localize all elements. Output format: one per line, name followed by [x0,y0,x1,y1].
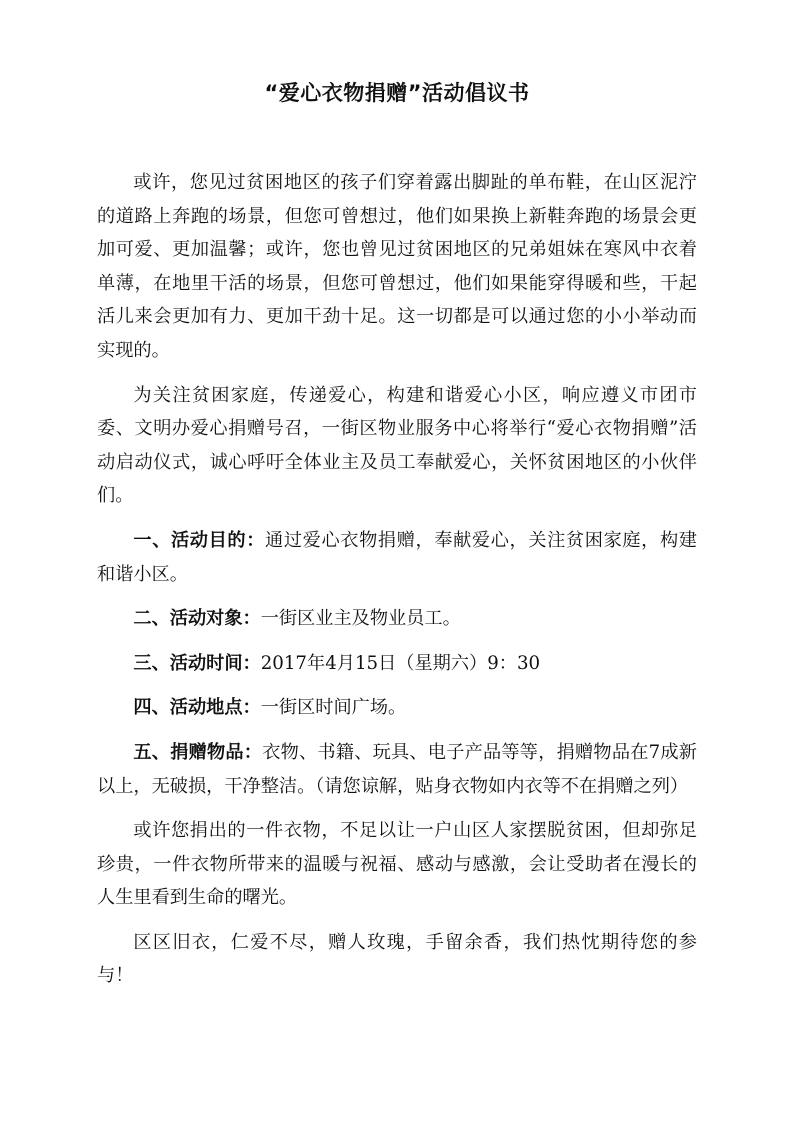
intro-paragraph-2: 为关注贫困家庭，传递爱心，构建和谐爱心小区，响应遵义市团市委、文明办爱心捐赠号召，一街区物业服务中心将举行“爱心衣物捐赠”活动启动仪式，诚心呼吁全体业主及员工奉献爱心，关怀贫困地区的小伙伴们。 [97,384,697,507]
item-audience-text: 一街区业主及物业员工。 [260,608,461,630]
closing-paragraph-1: 或许您捐出的一件衣物，不足以让一户山区人家摆脱贫困，但却弥足珍贵，一件衣物所带来的温暖与祝福、感动与感激，会让受助者在漫长的人生里看到生命的曙光。 [97,820,697,909]
item-donations-text: 衣物、书籍、玩具、电子产品等等，捐赠物品在7成新以上，无破损，干净整洁。（请您谅解，贴身衣物如内衣等不在捐赠之列） [97,741,697,797]
item-time [97,647,697,681]
item-time-text: 2017年4月15日（星期六）9：30 [260,652,541,674]
item-donations [97,736,697,803]
closing-paragraph-2: 区区旧衣，仁爱不尽，赠人玫瑰，手留余香，我们热忱期待您的参与！ [97,931,697,987]
item-purpose [97,524,697,591]
document-title: “爱心衣物捐赠”活动倡议书 [264,81,530,105]
intro-paragraph-1: 或许，您见过贫困地区的孩子们穿着露出脚趾的单布鞋，在山区泥泞的道路上奔跑的场景，但您可曾想过，他们如果换上新鞋奔跑的场景会更加可爱、更加温馨；或许，您也曾见过贫困地区的兄弟姐妹在寒风中衣着单薄，在地里干活的场景，但您可曾想过，他们如果能穿得暖和些，干起活儿来会更加有力、更加干劲十足。这一切都是可以通过您的小小举动而实现的。 [97,172,697,361]
item-purpose-text: 通过爱心衣物捐赠，奉献爱心，关注贫困家庭，构建和谐小区。 [97,529,697,585]
item-audience [97,602,697,636]
item-location-text: 一街区时间广场。 [260,697,407,719]
item-location [97,691,697,725]
item-audience-label: 二、活动对象： [133,608,261,630]
item-time-label: 三、活动时间： [133,652,261,674]
document-body [97,166,697,1004]
item-location-label: 四、活动地点： [133,697,261,719]
item-purpose-label: 一、活动目的： [133,529,266,551]
item-donations-label: 五、捐赠物品： [133,741,263,763]
